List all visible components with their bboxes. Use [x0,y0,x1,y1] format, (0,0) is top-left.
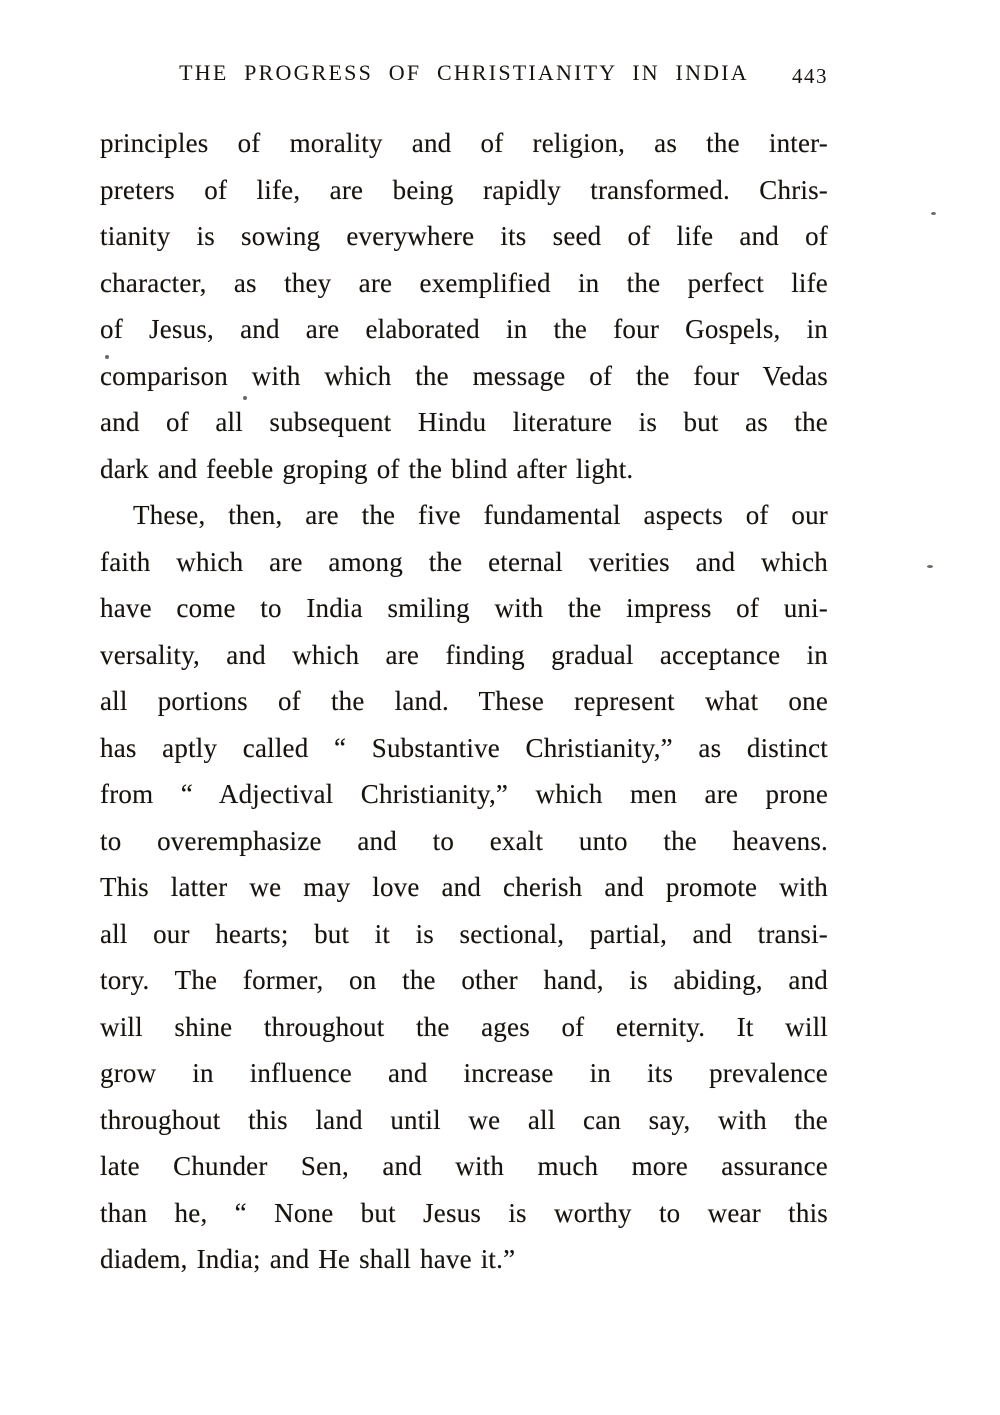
page-number: 443 [792,64,828,88]
running-header-title: THE PROGRESS OF CHRISTIANITY IN INDIA [179,60,749,85]
text-line: all our hearts; but it is sectional, partial, and transi- [100,918,828,949]
scan-speck [927,565,933,568]
text-line: faith which are among the eternal verities and which [100,546,828,577]
text-line: and of all subsequent Hindu literature is but as the [100,407,828,437]
text-line: all portions of the land. These represent what one [100,686,828,716]
text-block [100,120,828,1283]
text-line: versality, and which are finding gradual acceptance in [100,639,828,670]
text-line: tory. The former, on the other hand, is abiding, and [100,965,828,995]
running-header [100,60,828,90]
text-line: from “ Adjectival Christianity,” which men are prone [100,779,828,809]
text-line: preters of life, are being rapidly transformed. Chris- [100,174,828,205]
text-line: than he, “ None but Jesus is worthy to wear this [100,1197,828,1228]
text-line: diadem, India; and He shall have it.” [100,1244,516,1274]
text-line: comparison with which the message of the four Vedas [100,360,828,391]
text-line: to overemphasize and to exalt unto the heavens. [100,825,828,856]
text-line: late Chunder Sen, and with much more assurance [100,1151,828,1181]
text-line: grow in influence and increase in its prevalence [100,1058,828,1088]
scan-speck [243,396,247,400]
text-line: has aptly called “ Substantive Christianity,” as distinct [100,732,828,763]
text-line: have come to India smiling with the impress of uni- [100,593,828,623]
scan-speck [931,212,936,215]
text-line: throughout this land until we all can say, with the [100,1104,828,1135]
text-line: These, then, are the five fundamental aspects of our [133,500,828,530]
text-line: of Jesus, and are elaborated in the four Gospels, in [100,314,828,344]
text-line: principles of morality and of religion, as the inter- [100,128,828,158]
text-line: This latter we may love and cherish and promote with [100,872,828,902]
text-line: character, as they are exemplified in the perfect life [100,267,828,298]
scan-speck [105,355,109,359]
text-line: tianity is sowing everywhere its seed of life and of [100,221,828,251]
text-line: will shine throughout the ages of eternity. It will [100,1011,828,1042]
text-line: dark and feeble groping of the blind after light. [100,453,634,484]
